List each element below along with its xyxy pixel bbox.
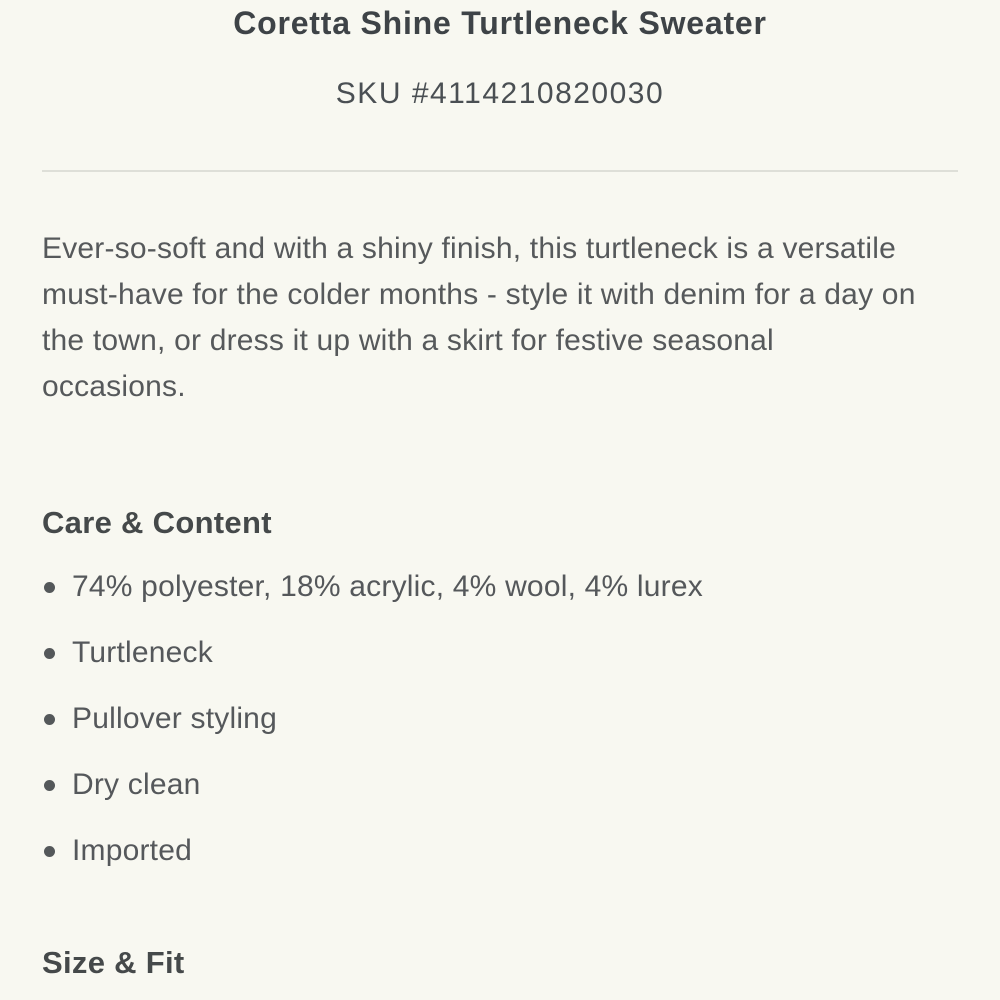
list-item-fabric-content: 74% polyester, 18% acrylic, 4% wool, 4% lurex [42, 569, 958, 605]
care-content-list [42, 569, 958, 869]
list-item-turtleneck: Turtleneck [42, 635, 958, 671]
list-item-pullover-styling: Pullover styling [42, 701, 958, 737]
size-fit-heading: Size & Fit [42, 945, 185, 980]
product-sku: SKU #4114210820030 [335, 77, 665, 110]
care-content-heading: Care & Content [42, 505, 272, 540]
list-item-imported: Imported [42, 833, 958, 869]
list-item-dry-clean: Dry clean [42, 767, 958, 803]
product-description: Ever-so-soft and with a shiny finish, this turtleneck is a versatile must-have for the colder months - style it with denim for a day on the town, or dress it up with a skirt for festive seasonal occasions. [42, 232, 916, 403]
divider [42, 170, 958, 172]
product-title: Coretta Shine Turtleneck Sweater [233, 5, 767, 41]
